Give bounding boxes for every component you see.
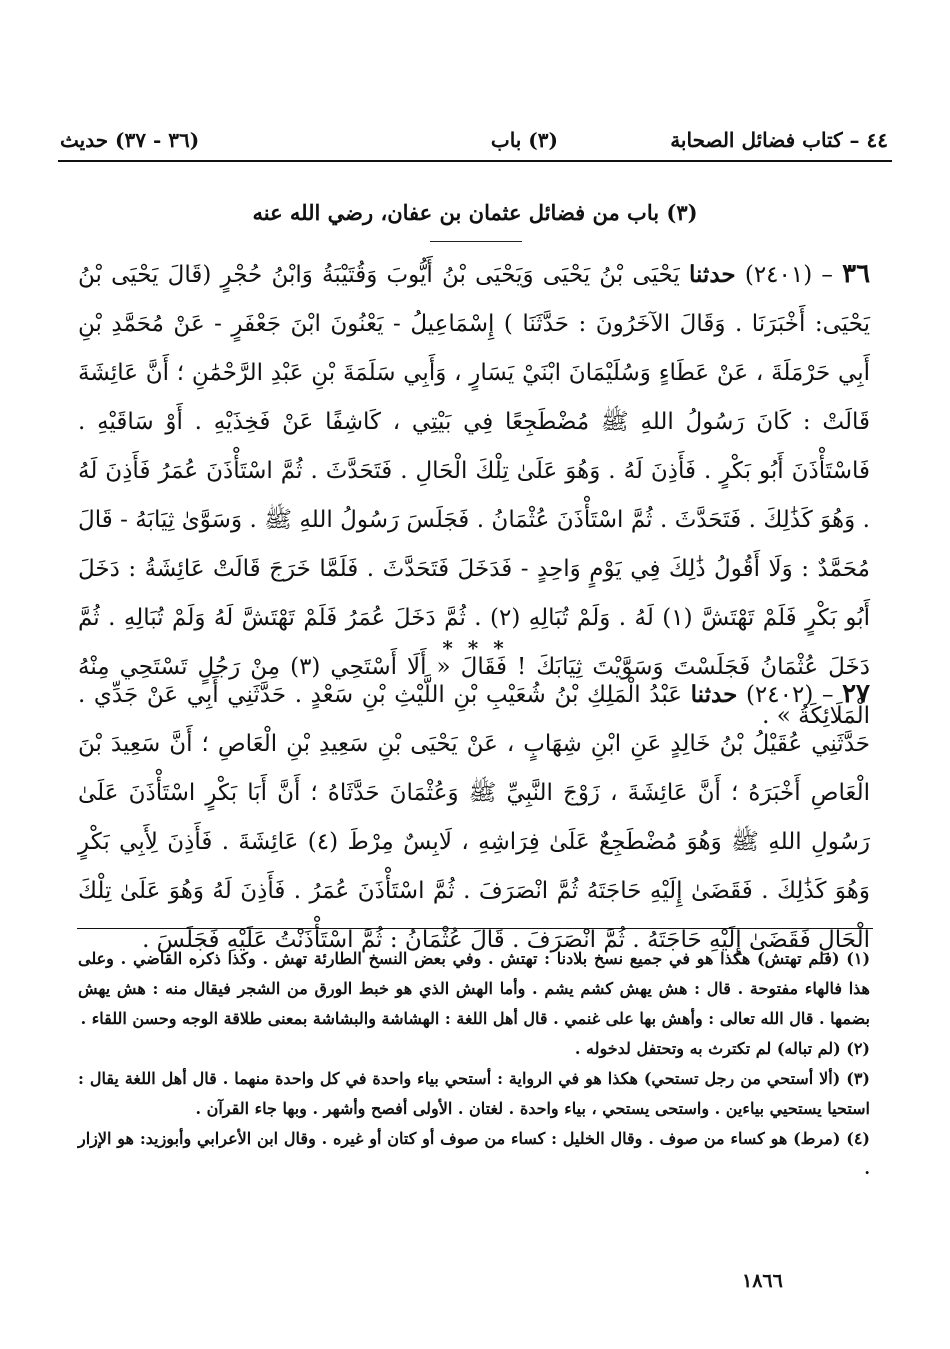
footnote-3: (٣) (ألا أستحي من رجل تستحي) هكذا هو في الرواية : أستحي بياء واحدة في كل واحدة منهما . قال أهل اللغة يقال : استحيا يستحيي بياءين . واستحى يستحي ، بياء واحدة . لغتان . الأولى أفصح وأشهر . وبها جاء القرآن . [78,1069,870,1118]
footnote-rule [77,928,873,929]
haddathana-word: حدثنا [688,261,736,288]
header-book-title: ٤٤ – كتاب فضائل الصحابة [670,128,888,152]
header-rule [58,160,892,162]
hadith-number: ٢٧ [842,679,871,709]
header-hadith-range: (٣٦ - ٣٧) حديث [60,128,200,152]
running-header [60,128,888,162]
hadith-reference: – (٢٤٠٢) [745,682,834,708]
footnotes [78,944,870,1184]
chapter-title: (٣) باب من فضائل عثمان بن عفان، رضي الله عنه [252,200,698,225]
footnote-2: (٢) (لم تباله) لم تكترث به وتحتفل لدخوله . [574,1039,870,1058]
page-number: ١٨٦٦ [742,1270,783,1292]
title-underline [430,241,522,242]
hadith-reference: – (٢٤٠١) [744,262,833,288]
hadith-text: يَحْيَى بْنُ يَحْيَى وَيَحْيَى بْنُ أَيُّوبَ وَقُتَيْبَةُ وَابْنُ حُجْرٍ (قَالَ يَحْيَى بْنُ يَحْيَى: أَخْبَرَنَا . وَقَالَ الآخَرُونَ : حَدَّثَنَا ) إِسْمَاعِيلُ - يَعْنُونَ ابْنَ جَعْفَرٍ - عَنْ مُحَمَّدِ بْنِ أَبِي حَرْمَلَةَ ، عَنْ عَطَاءٍ وَسُلَيْمَانَ ابْنَيْ يَسَارٍ ، وَأَبِي سَلَمَةَ بْنِ عَبْدِ الرَّحْمَٰنِ ؛ أَنَّ عَائِشَةَ قَالَتْ : كَانَ رَسُولُ اللهِ ﷺ مُضْطَجِعًا فِي بَيْتِي ، كَاشِفًا عَنْ فَخِذَيْهِ . أَوْ سَاقَيْهِ . فَاسْتَأْذَنَ أَبُو بَكْرٍ . فَأَذِنَ لَهُ . وَهُوَ عَلَىٰ تِلْكَ الْحَالِ . فَتَحَدَّثَ . ثُمَّ اسْتَأْذَنَ عُمَرُ فَأَذِنَ لَهُ . وَهُوَ كَذَٰلِكَ . فَتَحَدَّثَ . ثُمَّ اسْتَأْذَنَ عُثْمَانُ . فَجَلَسَ رَسُولُ اللهِ ﷺ . وَسَوَّىٰ ثِيَابَهُ - قَالَ مُحَمَّدٌ : وَلَا أَقُولُ ذَٰلِكَ فِي يَوْمٍ وَاحِدٍ - فَدَخَلَ فَتَحَدَّثَ . فَلَمَّا خَرَجَ قَالَتْ عَائِشَةُ : دَخَلَ أَبُو بَكْرٍ فَلَمْ تَهْتَشَّ (١) لَهُ . وَلَمْ تُبَالِهِ (٢) . ثُمَّ دَخَلَ عُمَرُ فَلَمْ تَهْتَشَّ لَهُ وَلَمْ تُبَالِهِ . ثُمَّ دَخَلَ عُثْمَانُ فَجَلَسْتَ وَسَوَّيْتَ ثِيَابَكَ ! فَقَالَ « أَلَا أَسْتَحِي (٣) مِنْ رَجُلٍ تَسْتَحِي مِنْهُ الْمَلَائِكَةُ » . [78,262,871,729]
section-separator: * * * [442,636,508,660]
header-chapter-label: (٣) باب [490,128,558,152]
hadith-36 [78,250,870,741]
footnote-4: (٤) (مرط) هو كساء من صوف . وقال الخليل : كساء من صوف أو كتان أو غيره . وقال ابن الأعرابي وأبوزيد: هو الإزار . [78,1129,870,1178]
hadith-number: ٣٦ [842,259,871,289]
footnote-1: (١) (فلم تهتش) هكذا هو في جميع نسخ بلادنا : تهتش . وفي بعض النسخ الطارئة تهش . وكذا ذكره القاضي . وعلى هذا فالهاء مفتوحة . قال : هش يهش كشم يشم . وأما الهش الذي هو خبط الورق من الشجر فيقال منه : هش يهش بضمها . قال الله تعالى : وأهش بها على غنمي . قال أهل اللغة : الهشاشة والبشاشة بمعنى طلاقة الوجه وحسن اللقاء . [78,949,871,1028]
hadith-37 [78,670,870,965]
hadith-text: عَبْدُ الْمَلِكِ بْنُ شُعَيْبِ بْنِ اللَّيْثِ بْنِ سَعْدٍ . حَدَّثَنِي أَبِي عَنْ جَدِّي . حَدَّثَنِي عُقَيْلُ بْنُ خَالِدٍ عَنِ ابْنِ شِهَابٍ ، عَنْ يَحْيَى بْنِ سَعِيدِ بْنِ الْعَاصِ ؛ أَنَّ سَعِيدَ بْنَ الْعَاصِ أَخْبَرَهُ ؛ أَنَّ عَائِشَةَ ، زَوْجَ النَّبِيِّ ﷺ وَعُثْمَانَ حَدَّثَاهُ ؛ أَنَّ أَبَا بَكْرٍ اسْتَأْذَنَ عَلَىٰ رَسُولِ اللهِ ﷺ وَهُوَ مُضْطَجِعٌ عَلَىٰ فِرَاشِهِ ، لَابِسٌ مِرْطَ (٤) عَائِشَةَ . فَأَذِنَ لِأَبِي بَكْرٍ وَهُوَ كَذَٰلِكَ . فَقَضَىٰ إِلَيْهِ حَاجَتَهُ ثُمَّ انْصَرَفَ . ثُمَّ اسْتَأْذَنَ عُمَرُ . فَأَذِنَ لَهُ وَهُوَ عَلَىٰ تِلْكَ الْحَالِ فَقَضَىٰ إِلَيْهِ حَاجَتَهُ . ثُمَّ انْصَرَفَ . قَالَ عُثْمَانُ : ثُمَّ اسْتَأْذَنْتُ عَلَيْهِ فَجَلَسَ . [78,682,870,953]
haddathana-word: حدثنا [690,681,738,708]
